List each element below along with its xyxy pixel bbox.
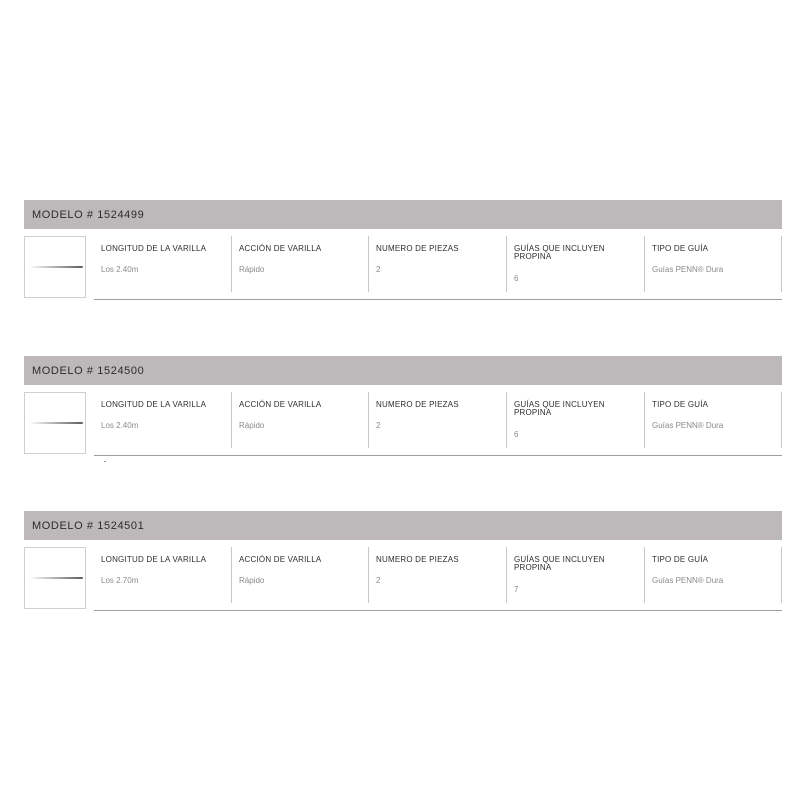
spec-label-pieces: NUMERO DE PIEZAS	[376, 555, 459, 564]
spec-row	[94, 229, 782, 300]
rod-thumbnail[interactable]	[24, 547, 86, 609]
spec-label-action: ACCIÓN DE VARILLA	[239, 400, 322, 409]
rod-thumbnail[interactable]	[24, 236, 86, 298]
spec-length	[94, 236, 231, 292]
spec-pieces	[368, 547, 506, 603]
spec-label-pieces: NUMERO DE PIEZAS	[376, 244, 459, 253]
spec-action	[231, 236, 368, 292]
spec-value-length: Los 2.40m	[101, 421, 139, 430]
spec-label-guides: GUÍAS QUE INCLUYEN PROPINA	[514, 244, 605, 261]
spec-length	[94, 392, 231, 448]
spec-value-length: Los 2.40m	[101, 265, 139, 274]
spec-label-guides: GUÍAS QUE INCLUYEN PROPINA	[514, 400, 605, 417]
spec-pieces	[368, 392, 506, 448]
spec-label-length: LONGITUD DE LA VARILLA	[101, 244, 207, 253]
spec-value-pieces: 2	[376, 576, 381, 585]
model-title: MODELO # 1524499	[32, 208, 145, 221]
model-body	[24, 540, 782, 611]
spec-value-length: Los 2.70m	[101, 576, 139, 585]
spec-value-guide-type: Guías PENN® Dura	[652, 265, 724, 274]
divider-mark	[104, 461, 106, 462]
spec-label-guide-type: TIPO DE GUÍA	[652, 244, 709, 253]
model-block-1524500	[24, 356, 782, 456]
spec-value-guides: 6	[514, 430, 519, 439]
spec-value-pieces: 2	[376, 421, 381, 430]
spec-label-guide-type: TIPO DE GUÍA	[652, 400, 709, 409]
spec-action	[231, 547, 368, 603]
spec-guide-type	[644, 547, 782, 603]
model-header	[24, 356, 782, 385]
rod-image	[29, 422, 83, 424]
model-block-1524501	[24, 511, 782, 611]
spec-guide-type	[644, 236, 782, 292]
spec-value-action: Rápido	[239, 421, 265, 430]
spec-guides	[506, 392, 644, 448]
spec-guides	[506, 547, 644, 603]
spec-label-length: LONGITUD DE LA VARILLA	[101, 555, 207, 564]
model-block-1524499	[24, 200, 782, 300]
spec-value-guide-type: Guías PENN® Dura	[652, 421, 724, 430]
model-title: MODELO # 1524500	[32, 364, 145, 377]
spec-label-length: LONGITUD DE LA VARILLA	[101, 400, 207, 409]
spec-label-action: ACCIÓN DE VARILLA	[239, 555, 322, 564]
rod-thumbnail[interactable]	[24, 392, 86, 454]
spec-guide-type	[644, 392, 782, 448]
spec-action	[231, 392, 368, 448]
spec-row	[94, 540, 782, 611]
model-body	[24, 385, 782, 456]
spec-label-pieces: NUMERO DE PIEZAS	[376, 400, 459, 409]
spec-guides	[506, 236, 644, 292]
spec-label-action: ACCIÓN DE VARILLA	[239, 244, 322, 253]
model-header	[24, 511, 782, 540]
spec-value-guides: 7	[514, 585, 519, 594]
model-body	[24, 229, 782, 300]
model-header	[24, 200, 782, 229]
spec-length	[94, 547, 231, 603]
rod-image	[29, 266, 83, 268]
spec-pieces	[368, 236, 506, 292]
spec-row	[94, 385, 782, 456]
spec-value-guide-type: Guías PENN® Dura	[652, 576, 724, 585]
rod-image	[29, 577, 83, 579]
model-title: MODELO # 1524501	[32, 519, 145, 532]
spec-value-pieces: 2	[376, 265, 381, 274]
spec-value-action: Rápido	[239, 265, 265, 274]
spec-value-guides: 6	[514, 274, 519, 283]
spec-label-guides: GUÍAS QUE INCLUYEN PROPINA	[514, 555, 605, 572]
spec-label-guide-type: TIPO DE GUÍA	[652, 555, 709, 564]
spec-value-action: Rápido	[239, 576, 265, 585]
